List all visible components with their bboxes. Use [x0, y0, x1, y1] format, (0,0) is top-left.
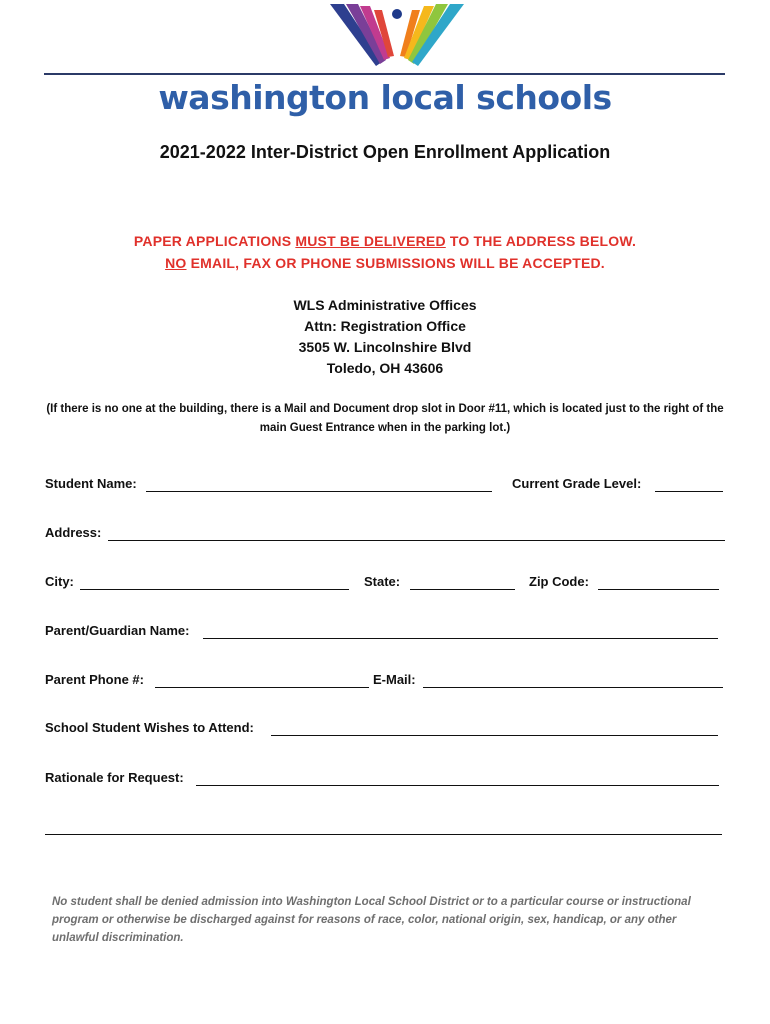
address-label: Address:	[45, 525, 102, 540]
school-choice-label: School Student Wishes to Attend:	[45, 720, 254, 735]
nondiscrimination-statement: No student shall be denied admission into Washington Local School District or to a particular course or instructional program or otherwise be discharged against for reasons of race, color, national origin, sex, handicap, or any other unlawful discrimination.	[52, 896, 691, 944]
district-logo-icon	[322, 0, 472, 70]
logo-divider	[44, 73, 725, 75]
school-choice-field[interactable]	[271, 735, 718, 736]
state-label: State:	[364, 574, 401, 589]
student-name-field[interactable]	[146, 491, 492, 492]
address-city: Toledo, OH 43606	[326, 360, 444, 376]
address-office: WLS Administrative Offices	[293, 297, 477, 313]
parent-name-label: Parent/Guardian Name:	[45, 623, 190, 638]
delivery-notice-line-2	[0, 255, 770, 271]
delivery-notice-line-1	[0, 233, 770, 249]
notice-text: TO THE ADDRESS BELOW.	[445, 233, 637, 249]
parent-name-field[interactable]	[203, 638, 718, 639]
drop-slot-note: (If there is no one at the building, there is a Mail and Document drop slot in Door #11, which is located just to the right of the main Guest Entrance when in the parking lot.)	[46, 403, 724, 434]
zip-label: Zip Code:	[529, 574, 589, 589]
notice-text: PAPER APPLICATIONS	[133, 233, 296, 249]
city-label: City:	[45, 574, 74, 589]
grade-level-field[interactable]	[655, 491, 723, 492]
student-name-label: Student Name:	[45, 476, 137, 491]
state-field[interactable]	[410, 589, 515, 590]
address-field[interactable]	[108, 540, 725, 541]
district-wordmark: washington local schools	[158, 78, 612, 117]
page-title: 2021-2022 Inter-District Open Enrollment Application	[159, 142, 611, 162]
email-field[interactable]	[423, 687, 723, 688]
city-field[interactable]	[80, 589, 349, 590]
notice-emphasis: NO	[165, 255, 187, 271]
parent-phone-label: Parent Phone #:	[45, 672, 144, 687]
grade-level-label: Current Grade Level:	[512, 476, 642, 491]
email-label: E-Mail:	[373, 672, 416, 687]
address-street: 3505 W. Lincolnshire Blvd	[298, 339, 472, 355]
rationale-label: Rationale for Request:	[45, 770, 184, 785]
parent-phone-field[interactable]	[155, 687, 369, 688]
rationale-field[interactable]	[196, 785, 719, 786]
zip-field[interactable]	[598, 589, 719, 590]
notice-text: EMAIL, FAX OR PHONE SUBMISSIONS WILL BE ACCEPTED.	[186, 255, 605, 271]
rationale-field-continued[interactable]	[45, 834, 722, 835]
address-attention: Attn: Registration Office	[304, 318, 466, 334]
notice-emphasis: MUST BE DELIVERED	[295, 233, 446, 249]
